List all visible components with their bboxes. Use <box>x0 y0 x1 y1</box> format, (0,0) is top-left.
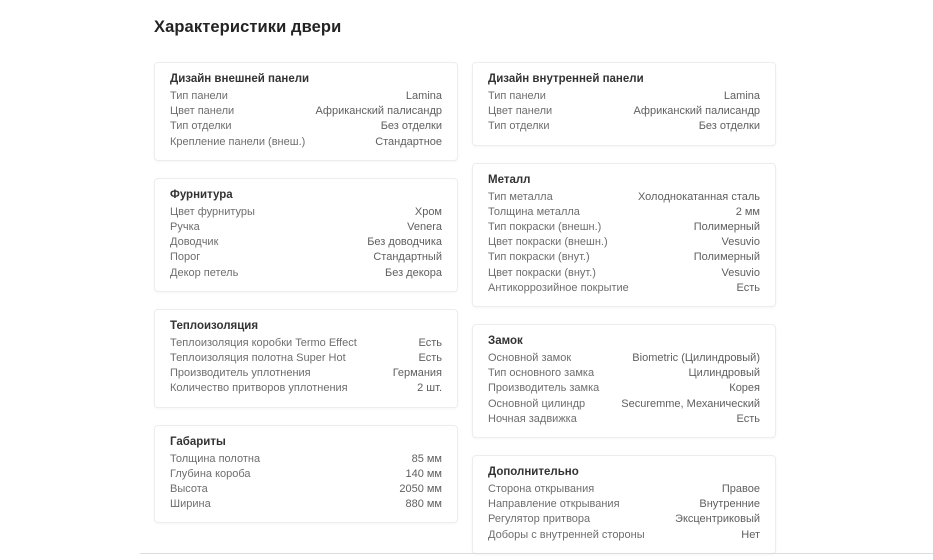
spec-row-value: Без доводчика <box>367 236 442 249</box>
spec-row-value: Стандартный <box>373 251 442 264</box>
spec-row-value: Lamina <box>405 90 442 102</box>
spec-row <box>170 336 442 351</box>
spec-row <box>488 266 760 281</box>
spec-row-value: 880 мм <box>405 498 442 511</box>
spec-row-label: Сторона открывания <box>488 483 595 496</box>
spec-row <box>488 482 760 497</box>
spec-row-label: Крепление панели (внеш.) <box>170 135 306 148</box>
spec-row-value: Lamina <box>723 90 760 102</box>
spec-card-title: Металл <box>488 173 531 186</box>
spec-row-value: Корея <box>729 382 760 395</box>
spec-row-label: Ширина <box>170 498 211 511</box>
spec-row-label: Цвет фурнитуры <box>170 205 255 218</box>
spec-row <box>170 482 442 497</box>
spec-row-label: Цвет панели <box>170 105 235 118</box>
spec-row <box>488 381 760 396</box>
spec-row-label: Тип покраски (внешн.) <box>488 221 602 234</box>
spec-row <box>488 205 760 220</box>
spec-columns <box>154 62 776 554</box>
spec-row-label: Тип металла <box>488 190 553 203</box>
spec-column <box>154 62 458 554</box>
spec-card-rows <box>488 351 760 427</box>
spec-row-label: Теплоизоляция полотна Super Hot <box>170 352 346 365</box>
spec-row-value: Без отделки <box>698 120 760 133</box>
spec-row-value: Германия <box>392 367 442 380</box>
spec-row <box>488 512 760 527</box>
spec-row-label: Доводчик <box>170 236 219 249</box>
spec-card-title: Габариты <box>170 435 226 448</box>
spec-row <box>170 220 442 235</box>
spec-row <box>170 205 442 220</box>
spec-row <box>488 412 760 427</box>
spec-row-value: Холоднокатанная сталь <box>637 190 760 203</box>
spec-row <box>488 366 760 381</box>
spec-row-label: Количество притворов уплотнения <box>170 382 348 395</box>
spec-row <box>488 190 760 205</box>
spec-row-value: 2 мм <box>735 205 760 218</box>
spec-card <box>472 163 776 307</box>
spec-card-title: Дизайн внутренней панели <box>488 73 644 85</box>
spec-card <box>154 178 458 292</box>
spec-card-rows <box>488 190 760 296</box>
spec-row-value: Внутренние <box>699 498 760 511</box>
spec-row-value: Без отделки <box>380 120 442 133</box>
spec-row-label: Регулятор притвора <box>488 513 591 526</box>
spec-row <box>170 119 442 134</box>
spec-row-value: Полимерный <box>693 251 760 264</box>
spec-row <box>488 528 760 543</box>
spec-row-label: Тип отделки <box>488 120 550 133</box>
spec-row-label: Глубина короба <box>170 467 251 480</box>
spec-column <box>472 62 776 554</box>
spec-row-label: Цвет покраски (внут.) <box>488 266 596 279</box>
spec-row-value: Есть <box>418 336 442 349</box>
spec-row-value: 2050 мм <box>399 483 442 496</box>
spec-row <box>488 220 760 235</box>
spec-card-rows <box>488 482 760 543</box>
spec-card <box>472 455 776 554</box>
spec-row-label: Тип отделки <box>170 120 232 133</box>
spec-row-label: Производитель замка <box>488 382 600 395</box>
spec-row-value: Vesuvio <box>721 236 760 249</box>
spec-row-label: Ручка <box>170 221 200 234</box>
spec-row-value: Есть <box>736 281 760 294</box>
spec-row <box>170 135 442 150</box>
spec-row-value: Есть <box>418 352 442 365</box>
spec-row-label: Производитель уплотнения <box>170 367 311 380</box>
spec-row <box>170 235 442 250</box>
spec-row-label: Высота <box>170 483 208 496</box>
spec-row <box>170 351 442 366</box>
spec-card-title: Дополнительно <box>488 466 579 479</box>
spec-row-value: Vesuvio <box>721 266 760 279</box>
spec-row-value: Biometric (Цилиндровый) <box>632 352 760 365</box>
spec-card-title: Дизайн внешней панели <box>170 73 310 85</box>
spec-row-label: Доборы с внутренней стороны <box>488 528 645 541</box>
spec-row <box>170 250 442 265</box>
spec-row-label: Теплоизоляция коробки Termo Effect <box>170 336 357 349</box>
spec-row-value: Без декора <box>384 266 442 279</box>
spec-card <box>154 62 458 161</box>
spec-row-value: 85 мм <box>411 452 442 465</box>
spec-row <box>488 397 760 412</box>
spec-row-label: Толщина металла <box>488 205 580 218</box>
spec-row <box>488 281 760 296</box>
spec-row-label: Декор петель <box>170 266 239 279</box>
spec-card <box>472 62 776 146</box>
spec-row-label: Ночная задвижка <box>488 412 577 425</box>
spec-card-rows <box>170 89 442 150</box>
spec-row-value: Африканский палисандр <box>633 105 760 118</box>
section-divider <box>140 553 933 554</box>
spec-card-rows <box>170 452 442 513</box>
spec-row <box>170 467 442 482</box>
spec-row-label: Тип панели <box>170 90 228 102</box>
spec-row-value: Цилиндровый <box>688 367 760 380</box>
spec-row-label: Тип покраски (внут.) <box>488 251 590 264</box>
spec-row-label: Основной цилиндр <box>488 397 586 410</box>
spec-row-value: Правое <box>721 483 760 496</box>
spec-row-value: Хром <box>414 205 442 218</box>
spec-row-label: Цвет покраски (внешн.) <box>488 236 608 249</box>
spec-row-label: Цвет панели <box>488 105 553 118</box>
spec-card-title: Теплоизоляция <box>170 319 259 332</box>
spec-card-title: Фурнитура <box>170 188 233 201</box>
spec-row-value: Venera <box>407 221 442 234</box>
spec-row-value: Securemme, Механический <box>621 397 760 410</box>
spec-card-rows <box>488 89 760 135</box>
spec-row <box>488 250 760 265</box>
spec-row <box>488 235 760 250</box>
spec-row-label: Антикоррозийное покрытие <box>488 281 629 294</box>
spec-card-rows <box>170 336 442 397</box>
spec-card <box>154 425 458 524</box>
spec-row-label: Порог <box>170 251 201 264</box>
spec-card <box>154 309 458 408</box>
spec-row-label: Тип панели <box>488 90 546 102</box>
spec-row <box>170 266 442 281</box>
spec-row-value: 140 мм <box>405 467 442 480</box>
spec-row <box>170 381 442 396</box>
spec-row-value: Полимерный <box>693 221 760 234</box>
spec-row-value: Стандартное <box>375 135 442 148</box>
spec-row <box>170 89 442 104</box>
spec-row <box>488 119 760 134</box>
spec-row-label: Толщина полотна <box>170 452 261 465</box>
spec-card-title: Замок <box>488 335 523 348</box>
spec-row <box>488 497 760 512</box>
page-title: Характеристики двери <box>154 18 342 36</box>
spec-row <box>488 89 760 104</box>
spec-card-rows <box>170 205 442 281</box>
spec-row-label: Направление открывания <box>488 498 620 511</box>
spec-row <box>170 452 442 467</box>
spec-row-value: Африканский палисандр <box>315 105 442 118</box>
spec-row-label: Тип основного замка <box>488 367 595 380</box>
spec-row-value: Нет <box>741 528 760 541</box>
spec-row-value: Эксцентриковый <box>675 513 760 526</box>
spec-row <box>170 366 442 381</box>
spec-row-label: Основной замок <box>488 352 572 365</box>
spec-card <box>472 324 776 438</box>
spec-row-value: 2 шт. <box>417 382 442 395</box>
spec-row <box>170 497 442 512</box>
spec-row-value: Есть <box>736 412 760 425</box>
spec-row <box>170 104 442 119</box>
spec-row <box>488 104 760 119</box>
spec-row <box>488 351 760 366</box>
